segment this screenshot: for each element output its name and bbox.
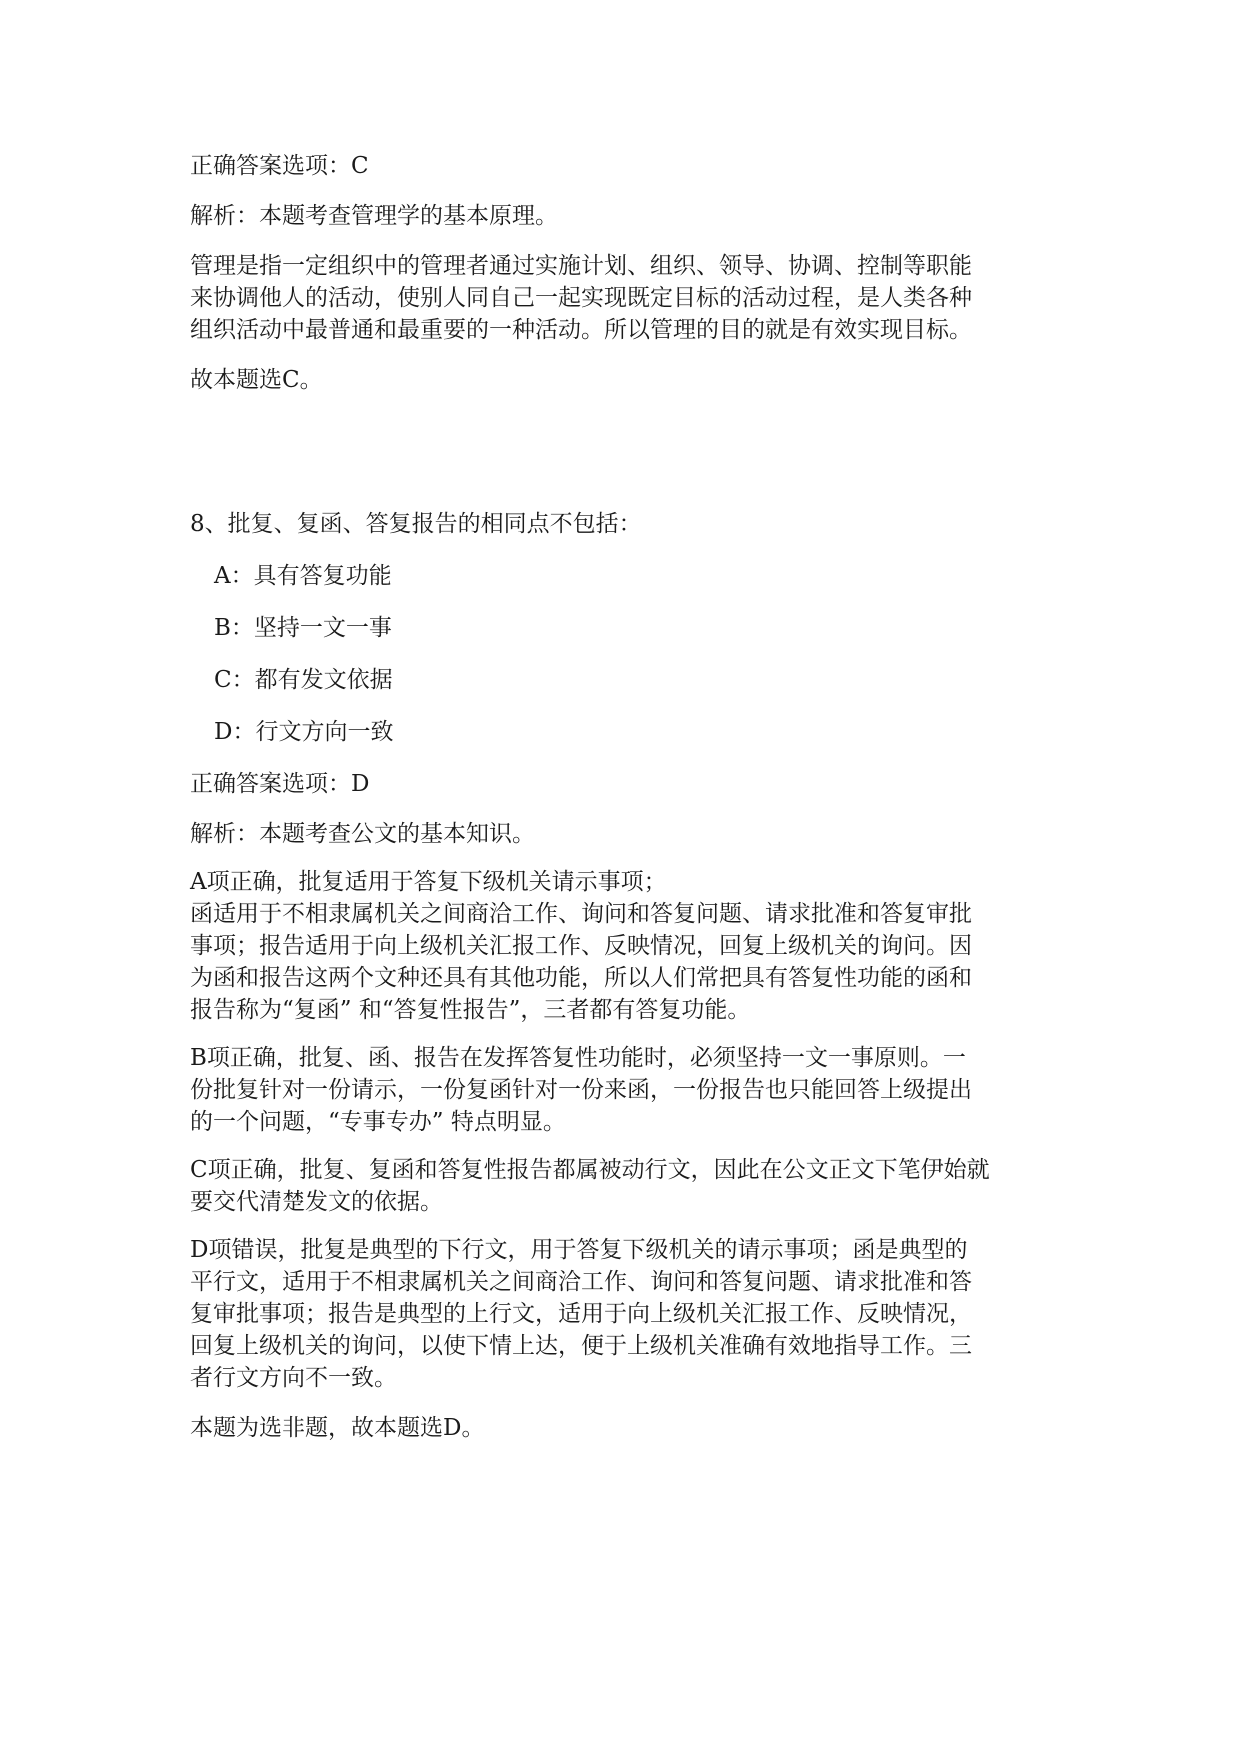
- paragraph-line: 回复上级机关的询问，以使下情上达，便于上级机关准确有效地指导工作。三: [190, 1333, 972, 1359]
- option-d: D：行文方向一致: [214, 719, 394, 745]
- prev-analysis-title: 解析：本题考查管理学的基本原理。: [190, 203, 558, 229]
- option-b: B：坚持一文一事: [214, 615, 392, 641]
- paragraph-line: B项正确，批复、函、报告在发挥答复性功能时，必须坚持一文一事原则。一: [190, 1045, 966, 1071]
- prev-answer: 正确答案选项：C: [190, 153, 369, 179]
- paragraph-line: 份批复针对一份请示，一份复函针对一份来函，一份报告也只能回答上级提出: [190, 1077, 972, 1103]
- question-stem: 8、批复、复函、答复报告的相同点不包括：: [190, 511, 642, 537]
- analysis-para-d: [190, 1234, 1060, 1394]
- paragraph-line: D项错误，批复是典型的下行文，用于答复下级机关的请示事项；函是典型的: [190, 1237, 968, 1263]
- paragraph-line: 事项；报告适用于向上级机关汇报工作、反映情况，回复上级机关的询问。因: [190, 933, 972, 959]
- analysis-para-c: [190, 1154, 1060, 1218]
- paragraph-line: 函适用于不相隶属机关之间商洽工作、询问和答复问题、请求批准和答复审批: [190, 901, 972, 927]
- paragraph-line: 的一个问题，“专事专办” 特点明显。: [190, 1109, 566, 1135]
- paragraph-line: C项正确，批复、复函和答复性报告都属被动行文，因此在公文正文下笔伊始就: [190, 1157, 990, 1183]
- paragraph-line: 平行文，适用于不相隶属机关之间商洽工作、询问和答复问题、请求批准和答: [190, 1269, 972, 1295]
- paragraph-line: 为函和报告这两个文种还具有其他功能，所以人们常把具有答复性功能的函和: [190, 965, 972, 991]
- analysis-para-b: [190, 1042, 1060, 1138]
- paragraph-line: 复审批事项；报告是典型的上行文，适用于向上级机关汇报工作、反映情况，: [190, 1301, 972, 1327]
- option-a: A：具有答复功能: [214, 563, 392, 589]
- document-page: [190, 148, 1060, 1446]
- prev-analysis-body: [190, 250, 1060, 346]
- analysis-para-a: [190, 866, 1060, 1026]
- paragraph-line: 组织活动中最普通和最重要的一种活动。所以管理的目的就是有效实现目标。: [190, 317, 972, 343]
- paragraph-line: 管理是指一定组织中的管理者通过实施计划、组织、领导、协调、控制等职能: [190, 253, 972, 279]
- answer: 正确答案选项：D: [190, 771, 370, 797]
- option-c: C：都有发文依据: [214, 667, 393, 693]
- paragraph-line: 报告称为“复函” 和“答复性报告”，三者都有答复功能。: [190, 997, 751, 1023]
- paragraph-line: 者行文方向不一致。: [190, 1365, 397, 1391]
- conclusion: 本题为选非题，故本题选D。: [190, 1415, 485, 1441]
- paragraph-line: 来协调他人的活动，使别人同自己一起实现既定目标的活动过程，是人类各种: [190, 285, 972, 311]
- paragraph-line: 要交代清楚发文的依据。: [190, 1189, 443, 1215]
- paragraph-line: A项正确，批复适用于答复下级机关请示事项；: [190, 869, 667, 895]
- analysis-title: 解析：本题考查公文的基本知识。: [190, 821, 535, 847]
- prev-conclusion: 故本题选C。: [190, 367, 323, 393]
